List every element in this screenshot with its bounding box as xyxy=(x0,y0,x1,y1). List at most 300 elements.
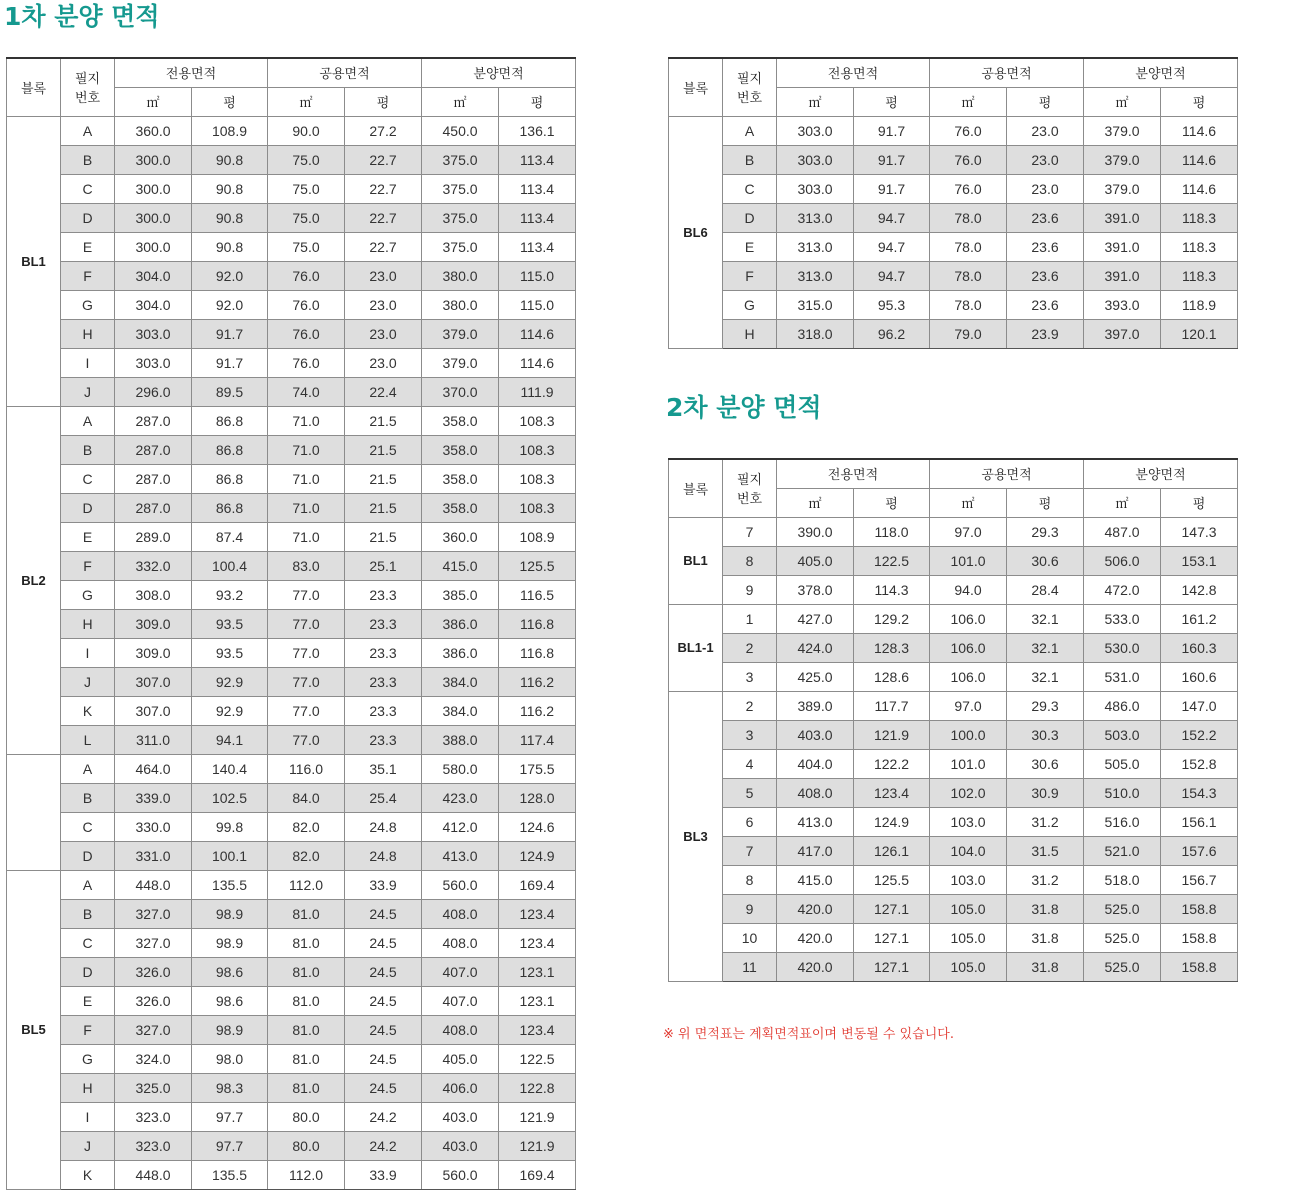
common-sqm-cell: 75.0 xyxy=(268,232,345,261)
block-name-cell: BL2 xyxy=(7,406,61,754)
table-row xyxy=(7,725,576,754)
common-pyeong-cell: 24.5 xyxy=(345,899,422,928)
table-row xyxy=(7,174,576,203)
common-pyeong-cell: 23.0 xyxy=(345,319,422,348)
common-pyeong-cell: 30.9 xyxy=(1007,778,1084,807)
first-sale-area-table-right xyxy=(668,57,1238,349)
exclusive-pyeong-cell: 91.7 xyxy=(192,348,268,377)
lot-number-cell: E xyxy=(723,232,777,261)
exclusive-pyeong-cell: 93.5 xyxy=(192,638,268,667)
common-sqm-cell: 106.0 xyxy=(930,604,1007,633)
sale-sqm-cell: 397.0 xyxy=(1084,319,1161,348)
lot-number-cell: 3 xyxy=(723,720,777,749)
common-sqm-cell: 81.0 xyxy=(268,1073,345,1102)
sale-sqm-cell: 525.0 xyxy=(1084,923,1161,952)
common-sqm-cell: 77.0 xyxy=(268,725,345,754)
common-pyeong-cell: 23.0 xyxy=(1007,174,1084,203)
exclusive-sqm-cell: 307.0 xyxy=(115,667,192,696)
sale-sqm-cell: 379.0 xyxy=(422,348,499,377)
table-row xyxy=(7,754,576,783)
table-row xyxy=(7,899,576,928)
sale-sqm-cell: 510.0 xyxy=(1084,778,1161,807)
sale-sqm-cell: 408.0 xyxy=(422,928,499,957)
sale-sqm-cell: 393.0 xyxy=(1084,290,1161,319)
sale-sqm-cell: 370.0 xyxy=(422,377,499,406)
sale-pyeong-cell: 122.5 xyxy=(499,1044,576,1073)
exclusive-pyeong-cell: 94.7 xyxy=(854,203,930,232)
exclusive-sqm-cell: 420.0 xyxy=(777,952,854,981)
lot-number-cell: D xyxy=(61,957,115,986)
col-header-lot-number xyxy=(61,58,115,116)
lot-number-cell: C xyxy=(61,174,115,203)
exclusive-sqm-cell: 327.0 xyxy=(115,928,192,957)
unit-sqm: ㎡ xyxy=(930,488,1007,517)
common-pyeong-cell: 22.7 xyxy=(345,203,422,232)
table-row xyxy=(7,667,576,696)
block-name-cell: BL1 xyxy=(7,116,61,406)
sale-sqm-cell: 391.0 xyxy=(1084,261,1161,290)
sale-pyeong-cell: 114.6 xyxy=(499,319,576,348)
table-row xyxy=(7,609,576,638)
sale-pyeong-cell: 147.0 xyxy=(1161,691,1238,720)
lot-number-cell: 8 xyxy=(723,865,777,894)
sale-pyeong-cell: 156.1 xyxy=(1161,807,1238,836)
sale-pyeong-cell: 169.4 xyxy=(499,1160,576,1189)
sale-pyeong-cell: 154.3 xyxy=(1161,778,1238,807)
sale-sqm-cell: 360.0 xyxy=(422,522,499,551)
common-sqm-cell: 105.0 xyxy=(930,923,1007,952)
unit-sqm: ㎡ xyxy=(422,87,499,116)
sale-sqm-cell: 560.0 xyxy=(422,870,499,899)
common-pyeong-cell: 24.5 xyxy=(345,986,422,1015)
unit-sqm: ㎡ xyxy=(777,488,854,517)
sale-sqm-cell: 413.0 xyxy=(422,841,499,870)
lot-number-cell: 6 xyxy=(723,807,777,836)
exclusive-sqm-cell: 326.0 xyxy=(115,986,192,1015)
table-row xyxy=(7,232,576,261)
common-pyeong-cell: 27.2 xyxy=(345,116,422,145)
sale-sqm-cell: 516.0 xyxy=(1084,807,1161,836)
exclusive-pyeong-cell: 123.4 xyxy=(854,778,930,807)
exclusive-sqm-cell: 287.0 xyxy=(115,406,192,435)
sale-sqm-cell: 580.0 xyxy=(422,754,499,783)
common-pyeong-cell: 22.7 xyxy=(345,232,422,261)
exclusive-pyeong-cell: 95.3 xyxy=(854,290,930,319)
lot-number-cell: 7 xyxy=(723,517,777,546)
exclusive-pyeong-cell: 97.7 xyxy=(192,1131,268,1160)
table-row xyxy=(7,783,576,812)
lot-number-cell: C xyxy=(61,464,115,493)
common-sqm-cell: 116.0 xyxy=(268,754,345,783)
sale-pyeong-cell: 111.9 xyxy=(499,377,576,406)
col-header-lot-number xyxy=(723,58,777,116)
table-row xyxy=(7,493,576,522)
common-sqm-cell: 78.0 xyxy=(930,203,1007,232)
sale-pyeong-cell: 113.4 xyxy=(499,203,576,232)
lot-number-cell: 1 xyxy=(723,604,777,633)
sale-sqm-cell: 386.0 xyxy=(422,609,499,638)
table-row xyxy=(669,116,1238,145)
block-name-cell: BL1 xyxy=(669,517,723,604)
exclusive-pyeong-cell: 93.2 xyxy=(192,580,268,609)
table-row xyxy=(7,145,576,174)
sale-pyeong-cell: 113.4 xyxy=(499,232,576,261)
common-sqm-cell: 106.0 xyxy=(930,633,1007,662)
sale-pyeong-cell: 158.8 xyxy=(1161,952,1238,981)
common-pyeong-cell: 23.6 xyxy=(1007,203,1084,232)
sale-sqm-cell: 380.0 xyxy=(422,261,499,290)
exclusive-sqm-cell: 303.0 xyxy=(115,319,192,348)
exclusive-pyeong-cell: 91.7 xyxy=(854,116,930,145)
lot-header-line1: 필지 xyxy=(736,473,763,489)
lot-number-cell: K xyxy=(61,1160,115,1189)
sale-pyeong-cell: 124.9 xyxy=(499,841,576,870)
exclusive-sqm-cell: 300.0 xyxy=(115,232,192,261)
table-row xyxy=(669,894,1238,923)
lot-number-cell: H xyxy=(61,1073,115,1102)
sale-sqm-cell: 406.0 xyxy=(422,1073,499,1102)
common-pyeong-cell: 31.8 xyxy=(1007,894,1084,923)
unit-pyeong: 평 xyxy=(1007,488,1084,517)
common-sqm-cell: 74.0 xyxy=(268,377,345,406)
exclusive-sqm-cell: 309.0 xyxy=(115,609,192,638)
sale-sqm-cell: 403.0 xyxy=(422,1102,499,1131)
sale-pyeong-cell: 116.5 xyxy=(499,580,576,609)
sale-sqm-cell: 379.0 xyxy=(1084,174,1161,203)
lot-number-cell: A xyxy=(61,754,115,783)
exclusive-sqm-cell: 330.0 xyxy=(115,812,192,841)
lot-number-cell: A xyxy=(61,870,115,899)
exclusive-pyeong-cell: 90.8 xyxy=(192,232,268,261)
exclusive-sqm-cell: 323.0 xyxy=(115,1131,192,1160)
sale-sqm-cell: 415.0 xyxy=(422,551,499,580)
common-pyeong-cell: 31.5 xyxy=(1007,836,1084,865)
exclusive-sqm-cell: 315.0 xyxy=(777,290,854,319)
common-pyeong-cell: 24.2 xyxy=(345,1131,422,1160)
lot-header-line2: 번호 xyxy=(736,91,763,107)
common-sqm-cell: 77.0 xyxy=(268,609,345,638)
sale-pyeong-cell: 123.4 xyxy=(499,899,576,928)
exclusive-pyeong-cell: 87.4 xyxy=(192,522,268,551)
sale-pyeong-cell: 113.4 xyxy=(499,174,576,203)
sale-sqm-cell: 423.0 xyxy=(422,783,499,812)
col-header-block: 블록 xyxy=(669,58,723,116)
lot-number-cell: D xyxy=(61,493,115,522)
sale-pyeong-cell: 114.6 xyxy=(1161,174,1238,203)
sale-pyeong-cell: 108.3 xyxy=(499,406,576,435)
exclusive-sqm-cell: 287.0 xyxy=(115,464,192,493)
table-row xyxy=(669,778,1238,807)
exclusive-sqm-cell: 327.0 xyxy=(115,899,192,928)
unit-pyeong: 평 xyxy=(1161,87,1238,116)
block-name-cell xyxy=(7,754,61,870)
sale-sqm-cell: 560.0 xyxy=(422,1160,499,1189)
title-second-sale-area: 2차 분양 면적 xyxy=(666,393,822,422)
common-sqm-cell: 78.0 xyxy=(930,261,1007,290)
common-pyeong-cell: 23.3 xyxy=(345,580,422,609)
common-sqm-cell: 80.0 xyxy=(268,1131,345,1160)
common-pyeong-cell: 22.4 xyxy=(345,377,422,406)
common-pyeong-cell: 24.8 xyxy=(345,812,422,841)
table-row xyxy=(669,749,1238,778)
unit-sqm: ㎡ xyxy=(777,87,854,116)
table-body xyxy=(7,116,576,1189)
sale-pyeong-cell: 160.3 xyxy=(1161,633,1238,662)
sale-pyeong-cell: 161.2 xyxy=(1161,604,1238,633)
exclusive-pyeong-cell: 98.9 xyxy=(192,899,268,928)
table-row xyxy=(669,807,1238,836)
exclusive-sqm-cell: 303.0 xyxy=(777,174,854,203)
col-header-common-area: 공용면적 xyxy=(930,459,1084,488)
sale-sqm-cell: 379.0 xyxy=(1084,145,1161,174)
sale-sqm-cell: 403.0 xyxy=(422,1131,499,1160)
lot-number-cell: B xyxy=(61,435,115,464)
common-pyeong-cell: 23.0 xyxy=(1007,116,1084,145)
common-pyeong-cell: 29.3 xyxy=(1007,517,1084,546)
sale-sqm-cell: 518.0 xyxy=(1084,865,1161,894)
exclusive-sqm-cell: 324.0 xyxy=(115,1044,192,1073)
common-pyeong-cell: 21.5 xyxy=(345,406,422,435)
common-pyeong-cell: 24.5 xyxy=(345,1044,422,1073)
unit-pyeong: 평 xyxy=(854,87,930,116)
sale-sqm-cell: 412.0 xyxy=(422,812,499,841)
exclusive-pyeong-cell: 92.9 xyxy=(192,696,268,725)
exclusive-sqm-cell: 448.0 xyxy=(115,1160,192,1189)
sale-pyeong-cell: 114.6 xyxy=(1161,116,1238,145)
sale-sqm-cell: 391.0 xyxy=(1084,203,1161,232)
table-body xyxy=(669,517,1238,981)
lot-number-cell: B xyxy=(61,783,115,812)
exclusive-sqm-cell: 427.0 xyxy=(777,604,854,633)
sale-pyeong-cell: 121.9 xyxy=(499,1102,576,1131)
common-pyeong-cell: 30.3 xyxy=(1007,720,1084,749)
exclusive-sqm-cell: 307.0 xyxy=(115,696,192,725)
table-row xyxy=(7,464,576,493)
common-sqm-cell: 97.0 xyxy=(930,691,1007,720)
sale-pyeong-cell: 158.8 xyxy=(1161,894,1238,923)
exclusive-sqm-cell: 415.0 xyxy=(777,865,854,894)
exclusive-pyeong-cell: 100.4 xyxy=(192,551,268,580)
lot-number-cell: I xyxy=(61,638,115,667)
exclusive-pyeong-cell: 92.9 xyxy=(192,667,268,696)
sale-pyeong-cell: 118.3 xyxy=(1161,232,1238,261)
sale-pyeong-cell: 118.9 xyxy=(1161,290,1238,319)
exclusive-pyeong-cell: 94.7 xyxy=(854,232,930,261)
lot-number-cell: C xyxy=(723,174,777,203)
common-sqm-cell: 90.0 xyxy=(268,116,345,145)
sale-sqm-cell: 407.0 xyxy=(422,986,499,1015)
table-row xyxy=(669,923,1238,952)
sale-sqm-cell: 525.0 xyxy=(1084,952,1161,981)
common-pyeong-cell: 30.6 xyxy=(1007,749,1084,778)
common-pyeong-cell: 31.2 xyxy=(1007,865,1084,894)
exclusive-pyeong-cell: 98.6 xyxy=(192,986,268,1015)
common-sqm-cell: 76.0 xyxy=(268,319,345,348)
table-row xyxy=(669,319,1238,348)
common-pyeong-cell: 23.3 xyxy=(345,725,422,754)
table-row xyxy=(7,870,576,899)
sale-sqm-cell: 358.0 xyxy=(422,493,499,522)
exclusive-pyeong-cell: 127.1 xyxy=(854,894,930,923)
sale-sqm-cell: 407.0 xyxy=(422,957,499,986)
col-header-lot-number xyxy=(723,459,777,517)
table-row xyxy=(669,836,1238,865)
sale-sqm-cell: 379.0 xyxy=(1084,116,1161,145)
common-sqm-cell: 77.0 xyxy=(268,580,345,609)
common-sqm-cell: 81.0 xyxy=(268,928,345,957)
common-pyeong-cell: 23.6 xyxy=(1007,290,1084,319)
sale-pyeong-cell: 116.2 xyxy=(499,696,576,725)
common-pyeong-cell: 23.3 xyxy=(345,609,422,638)
lot-number-cell: I xyxy=(61,348,115,377)
table-row xyxy=(669,290,1238,319)
sale-sqm-cell: 408.0 xyxy=(422,899,499,928)
common-pyeong-cell: 33.9 xyxy=(345,1160,422,1189)
table-row xyxy=(7,522,576,551)
sale-sqm-cell: 533.0 xyxy=(1084,604,1161,633)
lot-number-cell: C xyxy=(61,928,115,957)
exclusive-pyeong-cell: 94.1 xyxy=(192,725,268,754)
col-header-block: 블록 xyxy=(7,58,61,116)
sale-pyeong-cell: 123.4 xyxy=(499,928,576,957)
table-row xyxy=(7,406,576,435)
exclusive-pyeong-cell: 100.1 xyxy=(192,841,268,870)
lot-number-cell: G xyxy=(723,290,777,319)
col-header-sale-area: 분양면적 xyxy=(1084,58,1238,87)
sale-pyeong-cell: 108.3 xyxy=(499,435,576,464)
lot-number-cell: J xyxy=(61,1131,115,1160)
unit-pyeong: 평 xyxy=(1161,488,1238,517)
exclusive-pyeong-cell: 128.3 xyxy=(854,633,930,662)
second-sale-area-table xyxy=(668,458,1238,982)
exclusive-pyeong-cell: 92.0 xyxy=(192,261,268,290)
sale-pyeong-cell: 122.8 xyxy=(499,1073,576,1102)
lot-number-cell: C xyxy=(61,812,115,841)
lot-number-cell: G xyxy=(61,1044,115,1073)
sale-sqm-cell: 380.0 xyxy=(422,290,499,319)
exclusive-pyeong-cell: 121.9 xyxy=(854,720,930,749)
col-header-exclusive-area: 전용면적 xyxy=(777,459,930,488)
sale-sqm-cell: 375.0 xyxy=(422,174,499,203)
col-header-sale-area: 분양면적 xyxy=(1084,459,1238,488)
exclusive-sqm-cell: 390.0 xyxy=(777,517,854,546)
exclusive-pyeong-cell: 127.1 xyxy=(854,952,930,981)
sale-pyeong-cell: 152.8 xyxy=(1161,749,1238,778)
exclusive-pyeong-cell: 96.2 xyxy=(854,319,930,348)
sale-pyeong-cell: 116.8 xyxy=(499,638,576,667)
table-row xyxy=(669,662,1238,691)
sale-pyeong-cell: 115.0 xyxy=(499,290,576,319)
sale-pyeong-cell: 108.3 xyxy=(499,464,576,493)
common-pyeong-cell: 35.1 xyxy=(345,754,422,783)
exclusive-pyeong-cell: 86.8 xyxy=(192,464,268,493)
lot-number-cell: H xyxy=(723,319,777,348)
exclusive-sqm-cell: 303.0 xyxy=(777,116,854,145)
common-sqm-cell: 84.0 xyxy=(268,783,345,812)
block-name-cell: BL5 xyxy=(7,870,61,1189)
table-row xyxy=(7,580,576,609)
common-sqm-cell: 71.0 xyxy=(268,464,345,493)
exclusive-pyeong-cell: 86.8 xyxy=(192,435,268,464)
common-pyeong-cell: 23.6 xyxy=(1007,232,1084,261)
table-row xyxy=(7,841,576,870)
common-pyeong-cell: 22.7 xyxy=(345,174,422,203)
common-pyeong-cell: 25.4 xyxy=(345,783,422,812)
common-sqm-cell: 76.0 xyxy=(930,145,1007,174)
col-header-exclusive-area: 전용면적 xyxy=(777,58,930,87)
common-pyeong-cell: 31.8 xyxy=(1007,923,1084,952)
common-pyeong-cell: 24.5 xyxy=(345,1073,422,1102)
lot-number-cell: 2 xyxy=(723,691,777,720)
common-sqm-cell: 112.0 xyxy=(268,870,345,899)
lot-number-cell: B xyxy=(723,145,777,174)
lot-header-line2: 번호 xyxy=(736,492,763,508)
common-sqm-cell: 101.0 xyxy=(930,749,1007,778)
sale-sqm-cell: 384.0 xyxy=(422,696,499,725)
sale-pyeong-cell: 116.8 xyxy=(499,609,576,638)
lot-number-cell: G xyxy=(61,580,115,609)
exclusive-sqm-cell: 332.0 xyxy=(115,551,192,580)
common-sqm-cell: 76.0 xyxy=(930,116,1007,145)
sale-pyeong-cell: 158.8 xyxy=(1161,923,1238,952)
common-sqm-cell: 103.0 xyxy=(930,807,1007,836)
common-sqm-cell: 78.0 xyxy=(930,290,1007,319)
unit-sqm: ㎡ xyxy=(1084,87,1161,116)
common-sqm-cell: 77.0 xyxy=(268,696,345,725)
exclusive-sqm-cell: 464.0 xyxy=(115,754,192,783)
exclusive-pyeong-cell: 117.7 xyxy=(854,691,930,720)
sale-sqm-cell: 405.0 xyxy=(422,1044,499,1073)
table-row xyxy=(7,986,576,1015)
exclusive-sqm-cell: 326.0 xyxy=(115,957,192,986)
exclusive-pyeong-cell: 128.6 xyxy=(854,662,930,691)
lot-number-cell: G xyxy=(61,290,115,319)
lot-number-cell: A xyxy=(61,406,115,435)
exclusive-pyeong-cell: 86.8 xyxy=(192,493,268,522)
table-row xyxy=(669,691,1238,720)
lot-number-cell: B xyxy=(61,145,115,174)
exclusive-pyeong-cell: 90.8 xyxy=(192,174,268,203)
sale-sqm-cell: 358.0 xyxy=(422,406,499,435)
exclusive-sqm-cell: 313.0 xyxy=(777,261,854,290)
lot-number-cell: 11 xyxy=(723,952,777,981)
sale-sqm-cell: 384.0 xyxy=(422,667,499,696)
table-row xyxy=(669,720,1238,749)
sale-pyeong-cell: 157.6 xyxy=(1161,836,1238,865)
exclusive-pyeong-cell: 127.1 xyxy=(854,923,930,952)
lot-number-cell: F xyxy=(61,261,115,290)
common-sqm-cell: 105.0 xyxy=(930,894,1007,923)
common-pyeong-cell: 23.3 xyxy=(345,638,422,667)
exclusive-sqm-cell: 424.0 xyxy=(777,633,854,662)
exclusive-pyeong-cell: 108.9 xyxy=(192,116,268,145)
common-pyeong-cell: 32.1 xyxy=(1007,604,1084,633)
common-pyeong-cell: 24.5 xyxy=(345,928,422,957)
table-row xyxy=(669,633,1238,662)
common-sqm-cell: 77.0 xyxy=(268,638,345,667)
common-sqm-cell: 106.0 xyxy=(930,662,1007,691)
common-pyeong-cell: 25.1 xyxy=(345,551,422,580)
common-sqm-cell: 71.0 xyxy=(268,522,345,551)
exclusive-sqm-cell: 296.0 xyxy=(115,377,192,406)
sale-sqm-cell: 472.0 xyxy=(1084,575,1161,604)
common-sqm-cell: 75.0 xyxy=(268,174,345,203)
table-row xyxy=(669,575,1238,604)
sale-sqm-cell: 450.0 xyxy=(422,116,499,145)
table-row xyxy=(669,232,1238,261)
lot-number-cell: 5 xyxy=(723,778,777,807)
col-header-common-area: 공용면적 xyxy=(930,58,1084,87)
